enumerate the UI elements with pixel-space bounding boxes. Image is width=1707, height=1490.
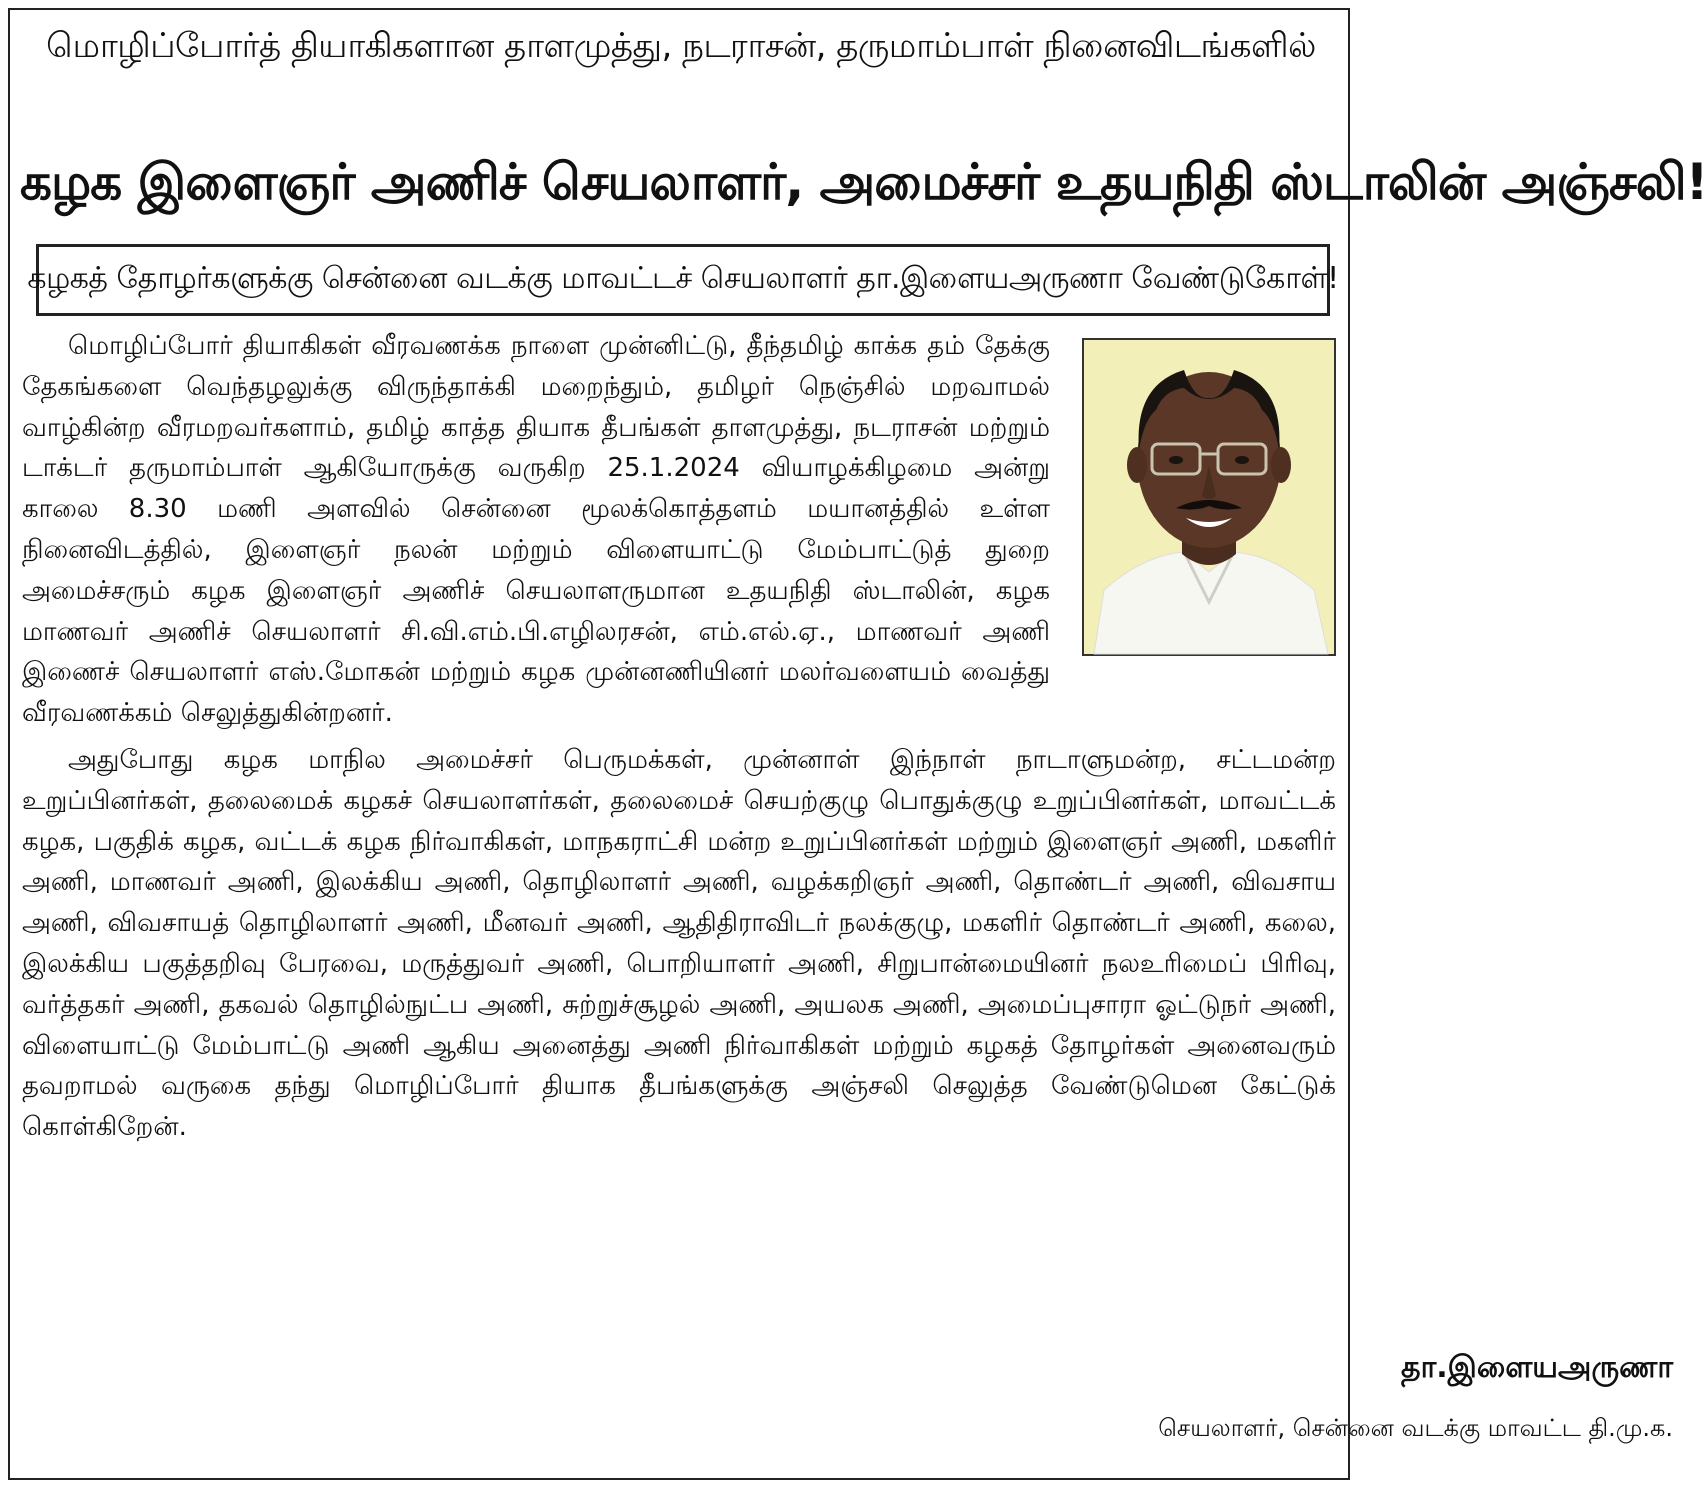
appeal-text: கழகத் தோழர்களுக்கு சென்னை வடக்கு மாவட்டச் செயலாளர் தா.இளையஅருணா வேண்டுகோள்! xyxy=(27,260,1339,296)
signature-title: செயலாளர், சென்னை வடக்கு மாவட்ட தி.மு.க. xyxy=(1158,1414,1673,1442)
paragraph-1: மொழிப்போர் தியாகிகள் வீரவணக்க நாளை முன்னிட்டு, தீந்தமிழ் காக்க தம் தேக்கு தேகங்களை வெந்தழலுக்கு விருந்தாக்கி மறைந்தும், தமிழர் நெஞ்சில் மறவாமல் வாழ்கின்ற வீரமறவர்களாம், தமிழ் காத்த தியாக தீபங்கள் தாளமுத்து, நடராசன் மற்றும் டாக்டர் தருமாம்பாள் ஆகியோருக்கு வருகிற 25.1.2024 வியாழக்கிழமை அன்று காலை 8.30 மணி அளவில் சென்னை மூலக்கொத்தளம் மயானத்தில் உள்ள நினைவிடத்தில், இளைஞர் நலன் மற்றும் விளையாட்டு மேம்பாட்டுத் துறை அமைச்சரும் கழக இளைஞர் அணிச் செயலாளருமான உதயநிதி ஸ்டாலின், கழக மாணவர் அணிச் செயலாளர் சி.வி.எம்.பி.எழிலரசன், எம்.எல்.ஏ., மாணவர் அணி இணைச் செயலாளர் எஸ்.மோகன் மற்றும் கழக முன்னணியினர் மலர்வளையம் வைத்து வீரவணக்கம் செலுத்துகின்றனர். xyxy=(22,331,1050,729)
paragraph-2: அதுபோது கழக மாநில அமைச்சர் பெருமக்கள், முன்னாள் இந்நாள் நாடாளுமன்ற, சட்டமன்ற உறுப்பினர்கள், தலைமைக் கழகச் செயலாளர்கள், தலைமைச் செயற்குழு பொதுக்குழு உறுப்பினர்கள், மாவட்டக் கழக, பகுதிக் கழக, வட்டக் கழக நிர்வாகிகள், மாநகராட்சி மன்ற உறுப்பினர்கள் மற்றும் இளைஞர் அணி, மகளிர் அணி, மாணவர் அணி, இலக்கிய அணி, தொழிலாளர் அணி, வழக்கறிஞர் அணி, தொண்டர் அணி, விவசாய அணி, விவசாயத் தொழிலாளர் அணி, மீனவர் அணி, ஆதிதிராவிடர் நலக்குழு, மகளிர் தொண்டர் அணி, கலை, இலக்கிய பகுத்தறிவு பேரவை, மருத்துவர் அணி, பொறியாளர் அணி, சிறுபான்மையினர் நலஉரிமைப் பிரிவு, வர்த்தகர் அணி, தகவல் தொழில்நுட்ப அணி, சுற்றுச்சூழல் அணி, அயலக அணி, அமைப்புசாரா ஓட்டுநர் அணி, விளையாட்டு மேம்பாட்டு அணி ஆகிய அனைத்து அணி நிர்வாகிகள் மற்றும் கழகத் தோழர்கள் அனைவரும் தவறாமல் வருகை தந்து மொழிப்போர் தியாக தீபங்களுக்கு அஞ்சலி செலுத்த வேண்டுமென கேட்டுக் கொள்கிறேன். xyxy=(22,744,1336,1143)
article-body xyxy=(22,326,1336,1154)
kicker-line: மொழிப்போர்த் தியாகிகளான தாளமுத்து, நடராசன், தருமாம்பாள் நினைவிடங்களில் xyxy=(46,26,1316,66)
photo-space xyxy=(1050,326,1336,662)
appeal-box xyxy=(27,244,1339,316)
headline: கழக இளைஞர் அணிச் செயலாளர், அமைச்சர் உதயநிதி ஸ்டாலின் அஞ்சலி! xyxy=(20,153,1707,211)
signature-name: தா.இளையஅருணா xyxy=(1401,1350,1673,1385)
